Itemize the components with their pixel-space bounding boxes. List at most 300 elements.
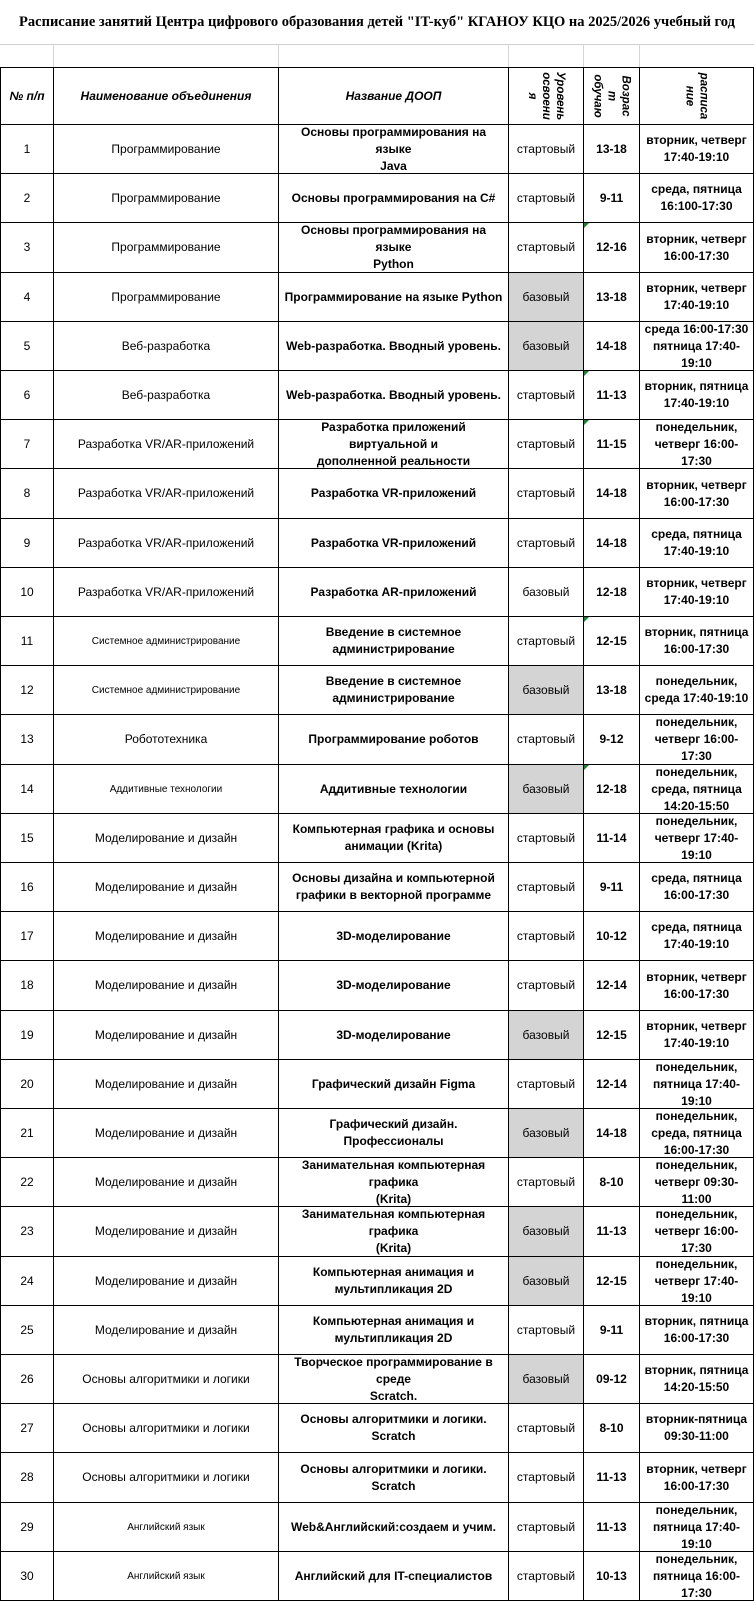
cell-num: [0, 1207, 53, 1257]
spacer-row: [0, 45, 754, 67]
cell-schedule: [639, 1404, 754, 1453]
table-row: [0, 715, 754, 765]
age-text: 12-18: [596, 781, 627, 796]
doop-line: Введение в системное: [325, 625, 462, 639]
schedule-line: среда 17:40-19:10: [644, 691, 749, 705]
cell-doop: [278, 666, 508, 715]
cell-schedule: [639, 1158, 754, 1207]
name-text: Моделирование и дизайн: [94, 830, 238, 845]
cell-doop: [278, 273, 508, 322]
num-text: 5: [23, 338, 31, 353]
comment-marker-icon: [584, 765, 589, 770]
cell-num: [0, 1306, 53, 1355]
cell-level: [508, 1404, 583, 1453]
cell-level: [508, 863, 583, 912]
cell-level: [508, 1011, 583, 1060]
age-text: 9-11: [599, 879, 624, 894]
cell-name: [53, 1207, 278, 1257]
doop-line: мультипликация 2D: [334, 1282, 453, 1296]
schedule-text: [643, 813, 750, 864]
age-text: 12-14: [596, 978, 627, 992]
cell-doop: [278, 223, 508, 273]
schedule-text: [651, 1108, 742, 1159]
schedule-text: [643, 1206, 750, 1257]
schedule-text: [643, 419, 750, 470]
table-row: [0, 273, 754, 322]
name-text: Моделирование и дизайн: [94, 1273, 238, 1288]
cell-num: [0, 1552, 53, 1601]
doop-text: [282, 124, 505, 175]
name-text: Английский язык: [127, 1521, 205, 1533]
cell-age: [583, 765, 639, 814]
age-text: 10-12: [596, 928, 627, 943]
schedule-line: четверг 16:00-17:30: [654, 436, 739, 468]
schedule-line: 16:00-17:30: [663, 494, 730, 509]
schedule-line: среда, пятница: [651, 781, 742, 796]
cell-schedule: [639, 617, 754, 666]
table-row: [0, 863, 754, 912]
cell-name: [53, 1552, 278, 1601]
schedule-text: [651, 526, 742, 560]
age-text: 12-15: [596, 1273, 627, 1288]
schedule-line: 17:40-19:10: [663, 1036, 730, 1050]
doop-text: [292, 190, 496, 207]
doop-line: Основы алгоритмики и логики. Scratch: [300, 1412, 487, 1443]
cell-age: [583, 469, 639, 519]
schedule-text: [643, 714, 750, 765]
cell-schedule: [639, 125, 754, 174]
cell-num: [0, 1503, 53, 1552]
age-text: 11-13: [596, 1470, 627, 1484]
num-text: 27: [20, 1420, 34, 1435]
cell-name: [53, 912, 278, 961]
cell-level: [508, 1453, 583, 1503]
cell-level: [508, 1306, 583, 1355]
cell-name: [53, 1060, 278, 1109]
comment-marker-icon: [584, 420, 589, 425]
cell-name: [53, 715, 278, 765]
doop-line: Scratch.: [369, 1388, 418, 1403]
header-doop: [278, 67, 508, 125]
level-text: стартовый: [516, 387, 576, 402]
doop-text: [282, 1157, 505, 1208]
schedule-line: 17:40-19:10: [663, 298, 730, 312]
level-text: стартовый: [516, 879, 576, 894]
num-text: 10: [20, 584, 34, 599]
cell-schedule: [639, 1503, 754, 1552]
cell-doop: [278, 568, 508, 617]
schedule-line: 17:40-19:10: [663, 937, 730, 951]
doop-line: Английский для IT-специалистов: [294, 1568, 493, 1583]
cell-doop: [278, 420, 508, 469]
cell-age: [583, 1503, 639, 1552]
schedule-line: вторник, пятница: [644, 1363, 749, 1377]
cell-num: [0, 1011, 53, 1060]
cell-age: [583, 1453, 639, 1503]
schedule-line: среда, пятница: [651, 871, 742, 885]
table-row: [0, 223, 754, 273]
age-text: 11-13: [596, 1224, 627, 1238]
level-text: стартовый: [516, 1568, 576, 1583]
age-text: 9-12: [599, 732, 624, 746]
cell-doop: [278, 912, 508, 961]
table-row: [0, 961, 754, 1011]
num-text: 30: [20, 1568, 34, 1583]
cell-age: [583, 568, 639, 617]
schedule-line: пятница 17:40-19:10: [653, 1076, 740, 1108]
cell-level: [508, 1109, 583, 1158]
cell-name: [53, 174, 278, 223]
cell-name: [53, 1355, 278, 1404]
name-text: Моделирование и дизайн: [94, 1027, 238, 1042]
comment-marker-icon: [584, 617, 589, 622]
doop-text: [282, 1461, 505, 1495]
cell-age: [583, 1011, 639, 1060]
schedule-line: 17:40-19:10: [663, 150, 730, 164]
cell-num: [0, 1109, 53, 1158]
doop-text: [326, 624, 461, 658]
num-text: 19: [20, 1027, 34, 1042]
cell-doop: [278, 519, 508, 568]
doop-line: Компьютерная графика и основы: [292, 822, 495, 836]
name-text: Веб-разработка: [121, 387, 211, 402]
cell-schedule: [639, 223, 754, 273]
cell-name: [53, 371, 278, 420]
doop-line: Web&Английский:создаем и учим.: [291, 1519, 496, 1534]
schedule-line: понедельник,: [655, 1256, 738, 1271]
name-text: Моделирование и дизайн: [94, 1125, 238, 1140]
doop-line: Python: [373, 257, 414, 271]
page-title: Расписание занятий Центра цифрового образования детей "IT-куб" КГАНОУ КЦО на 2025/2026 учебный год: [0, 0, 754, 45]
doop-text: [311, 584, 477, 601]
doop-line: Java: [380, 158, 407, 173]
spacer-cell: [639, 45, 754, 67]
cell-name: [53, 1257, 278, 1306]
schedule-line: 16:00-17:30: [663, 642, 730, 656]
level-text: стартовый: [516, 1174, 576, 1189]
cell-age: [583, 125, 639, 174]
schedule-line: пятница 17:40-19:10: [653, 1519, 740, 1551]
schedule-line: вторник, четверг: [646, 1461, 747, 1476]
age-text: 8-10: [599, 1420, 624, 1435]
name-text: Моделирование и дизайн: [94, 928, 238, 943]
doop-text: [336, 1027, 450, 1044]
cell-num: [0, 125, 53, 174]
num-text: 29: [20, 1519, 34, 1534]
age-text: 12-14: [596, 1076, 627, 1091]
cell-schedule: [639, 1306, 754, 1355]
doop-text: [326, 673, 461, 707]
doop-line: администрирование: [332, 642, 455, 656]
schedule-line: четверг 16:00-17:30: [654, 732, 739, 763]
name-text: Разработка VR/AR-приложений: [77, 436, 255, 451]
doop-text: [311, 485, 476, 502]
cell-age: [583, 1355, 639, 1404]
cell-num: [0, 273, 53, 322]
doop-text: [336, 977, 450, 994]
doop-text: [282, 222, 505, 273]
cell-name: [53, 519, 278, 568]
schedule-text: [643, 1551, 750, 1602]
cell-doop: [278, 1060, 508, 1109]
cell-age: [583, 814, 639, 863]
doop-line: администрирование: [332, 691, 455, 705]
cell-schedule: [639, 863, 754, 912]
num-text: 1: [23, 141, 31, 156]
schedule-line: среда, пятница: [651, 1125, 742, 1140]
cell-num: [0, 1257, 53, 1306]
header-name: [53, 67, 278, 125]
doop-line: Программирование на языке Python: [284, 289, 503, 304]
age-text: 12-15: [596, 633, 627, 648]
cell-age: [583, 863, 639, 912]
schedule-line: четверг 17:40-19:10: [654, 1273, 739, 1305]
cell-name: [53, 125, 278, 174]
cell-schedule: [639, 1552, 754, 1601]
cell-schedule: [639, 715, 754, 765]
cell-schedule: [639, 568, 754, 617]
cell-doop: [278, 617, 508, 666]
schedule-text: [645, 1362, 749, 1396]
header-doop-label: Название ДООП: [345, 88, 442, 103]
table-row: [0, 617, 754, 666]
cell-level: [508, 1552, 583, 1601]
name-text: Программирование: [111, 141, 221, 156]
cell-name: [53, 765, 278, 814]
num-text: 14: [20, 781, 34, 796]
cell-num: [0, 765, 53, 814]
cell-num: [0, 469, 53, 519]
num-text: 17: [20, 928, 34, 943]
cell-age: [583, 1207, 639, 1257]
cell-num: [0, 1355, 53, 1404]
schedule-text: [646, 1018, 746, 1052]
doop-text: [293, 821, 495, 855]
table-row: [0, 125, 754, 174]
schedule-line: 14:20-15:50: [663, 1380, 730, 1394]
schedule-text: [651, 181, 742, 215]
cell-schedule: [639, 1109, 754, 1158]
doop-text: [285, 289, 503, 306]
doop-text: [295, 1568, 492, 1585]
schedule-line: вторник, пятница: [644, 379, 749, 393]
cell-num: [0, 617, 53, 666]
age-text: 8-10: [599, 1174, 624, 1189]
cell-num: [0, 961, 53, 1011]
cell-level: [508, 961, 583, 1011]
schedule-text: [646, 231, 746, 265]
cell-age: [583, 420, 639, 469]
schedule-text: [643, 1157, 750, 1208]
cell-num: [0, 568, 53, 617]
cell-age: [583, 1552, 639, 1601]
doop-line: дополненной реальности: [316, 453, 471, 468]
cell-level: [508, 125, 583, 174]
num-text: 18: [20, 978, 34, 992]
level-text: стартовый: [516, 830, 576, 845]
cell-name: [53, 1109, 278, 1158]
name-text: Моделирование и дизайн: [94, 978, 238, 992]
level-text: базовый: [522, 781, 570, 796]
schedule-text: [646, 280, 746, 314]
schedule-line: среда, пятница: [651, 527, 742, 541]
age-text: 14-18: [596, 535, 627, 550]
schedule-text: [646, 1461, 746, 1495]
num-text: 11: [20, 633, 34, 648]
level-text: стартовый: [516, 928, 576, 943]
header-age: [583, 67, 639, 125]
doop-line: Графический дизайн Figma: [311, 1076, 476, 1091]
schedule-line: понедельник,: [655, 715, 738, 729]
schedule-line: пятница 17:40-19:10: [653, 338, 740, 370]
doop-text: [313, 1264, 474, 1298]
table-row: [0, 912, 754, 961]
cell-num: [0, 1158, 53, 1207]
doop-text: [282, 419, 505, 470]
schedule-line: понедельник,: [655, 674, 738, 688]
cell-level: [508, 1158, 583, 1207]
schedule-text: [643, 321, 750, 372]
table-row: [0, 371, 754, 420]
cell-age: [583, 912, 639, 961]
schedule-line: понедельник,: [655, 813, 738, 828]
name-text: Программирование: [111, 190, 221, 205]
age-text: 12-16: [596, 240, 627, 254]
schedule-line: вторник, четверг: [646, 133, 747, 147]
schedule-line: 16:00-17:30: [663, 248, 730, 263]
name-text: Английский язык: [127, 1570, 205, 1582]
schedule-line: понедельник,: [655, 764, 738, 779]
cell-age: [583, 666, 639, 715]
table-row: [0, 469, 754, 519]
cell-age: [583, 1306, 639, 1355]
level-text: стартовый: [516, 535, 576, 550]
cell-num: [0, 715, 53, 765]
num-text: 16: [20, 879, 34, 894]
header-name-label: Наименование объединения: [80, 88, 252, 103]
cell-name: [53, 666, 278, 715]
level-text: базовый: [522, 338, 570, 353]
comment-marker-icon: [584, 371, 589, 376]
doop-text: [286, 338, 501, 355]
doop-line: Занимательная компьютерная графика: [301, 1207, 486, 1238]
cell-age: [583, 961, 639, 1011]
cell-num: [0, 322, 53, 371]
cell-num: [0, 420, 53, 469]
cell-level: [508, 420, 583, 469]
schedule-text: [645, 624, 749, 658]
cell-doop: [278, 715, 508, 765]
cell-age: [583, 715, 639, 765]
table-row: [0, 519, 754, 568]
name-text: Основы алгоритмики и логики: [82, 1470, 250, 1484]
cell-num: [0, 912, 53, 961]
name-text: Моделирование и дизайн: [94, 1224, 238, 1238]
level-text: стартовый: [516, 1519, 576, 1534]
schedule-line: понедельник,: [655, 1108, 738, 1123]
table-row: [0, 814, 754, 863]
age-text: 14-18: [596, 1125, 627, 1140]
schedule-text: [646, 1411, 747, 1445]
schedule-line: понедельник,: [655, 1059, 738, 1074]
cell-level: [508, 371, 583, 420]
doop-text: [282, 1116, 505, 1150]
schedule-line: четверг 16:00-17:30: [654, 1224, 739, 1255]
cell-schedule: [639, 174, 754, 223]
cell-level: [508, 1257, 583, 1306]
cell-num: [0, 666, 53, 715]
cell-name: [53, 469, 278, 519]
cell-name: [53, 1404, 278, 1453]
cell-doop: [278, 1306, 508, 1355]
schedule-line: вторник, четверг: [646, 576, 747, 590]
cell-schedule: [639, 1355, 754, 1404]
schedule-line: вторник, четверг: [646, 231, 747, 246]
table-row: [0, 1503, 754, 1552]
cell-level: [508, 715, 583, 765]
schedule-line: 14:20-15:50: [663, 798, 730, 813]
cell-name: [53, 863, 278, 912]
cell-name: [53, 617, 278, 666]
schedule-line: 09:30-11:00: [664, 1429, 729, 1443]
age-text: 13-18: [596, 289, 627, 304]
cell-name: [53, 814, 278, 863]
header-num-label: № п/п: [9, 88, 45, 103]
schedule-text: [645, 1313, 749, 1347]
doop-line: анимации (Krita): [344, 839, 443, 853]
schedule-text: [643, 1059, 750, 1110]
doop-line: 3D-моделирование: [336, 1027, 451, 1042]
level-text: стартовый: [516, 1076, 576, 1091]
level-text: стартовый: [516, 486, 576, 500]
table-row: [0, 1257, 754, 1306]
schedule-text: [651, 764, 742, 815]
table-header: [0, 67, 754, 125]
doop-text: [286, 387, 501, 404]
schedule-line: понедельник,: [655, 1502, 738, 1517]
age-text: 9-11: [599, 190, 624, 205]
schedule-text: [646, 969, 746, 1003]
num-text: 15: [20, 830, 34, 845]
cell-name: [53, 1011, 278, 1060]
cell-name: [53, 273, 278, 322]
level-text: базовый: [522, 1273, 570, 1288]
schedule-line: пятница 16:00-17:30: [653, 1568, 740, 1600]
cell-doop: [278, 1207, 508, 1257]
name-text: Моделирование и дизайн: [94, 879, 238, 894]
cell-age: [583, 273, 639, 322]
cell-schedule: [639, 1011, 754, 1060]
schedule-text: [646, 477, 746, 511]
cell-age: [583, 1257, 639, 1306]
cell-doop: [278, 1257, 508, 1306]
schedule-text: [646, 575, 746, 609]
cell-level: [508, 1503, 583, 1552]
cell-doop: [278, 469, 508, 519]
age-text: 12-15: [596, 1027, 627, 1042]
doop-text: [312, 1076, 475, 1093]
cell-schedule: [639, 469, 754, 519]
table-row: [0, 1355, 754, 1404]
cell-level: [508, 666, 583, 715]
level-text: стартовый: [516, 240, 576, 254]
level-text: стартовый: [516, 141, 576, 156]
cell-doop: [278, 125, 508, 174]
age-text: 13-18: [596, 141, 627, 156]
doop-line: (Krita): [375, 1241, 412, 1255]
doop-line: Аддитивные технологии: [319, 781, 468, 796]
name-text: Программирование: [111, 289, 221, 304]
